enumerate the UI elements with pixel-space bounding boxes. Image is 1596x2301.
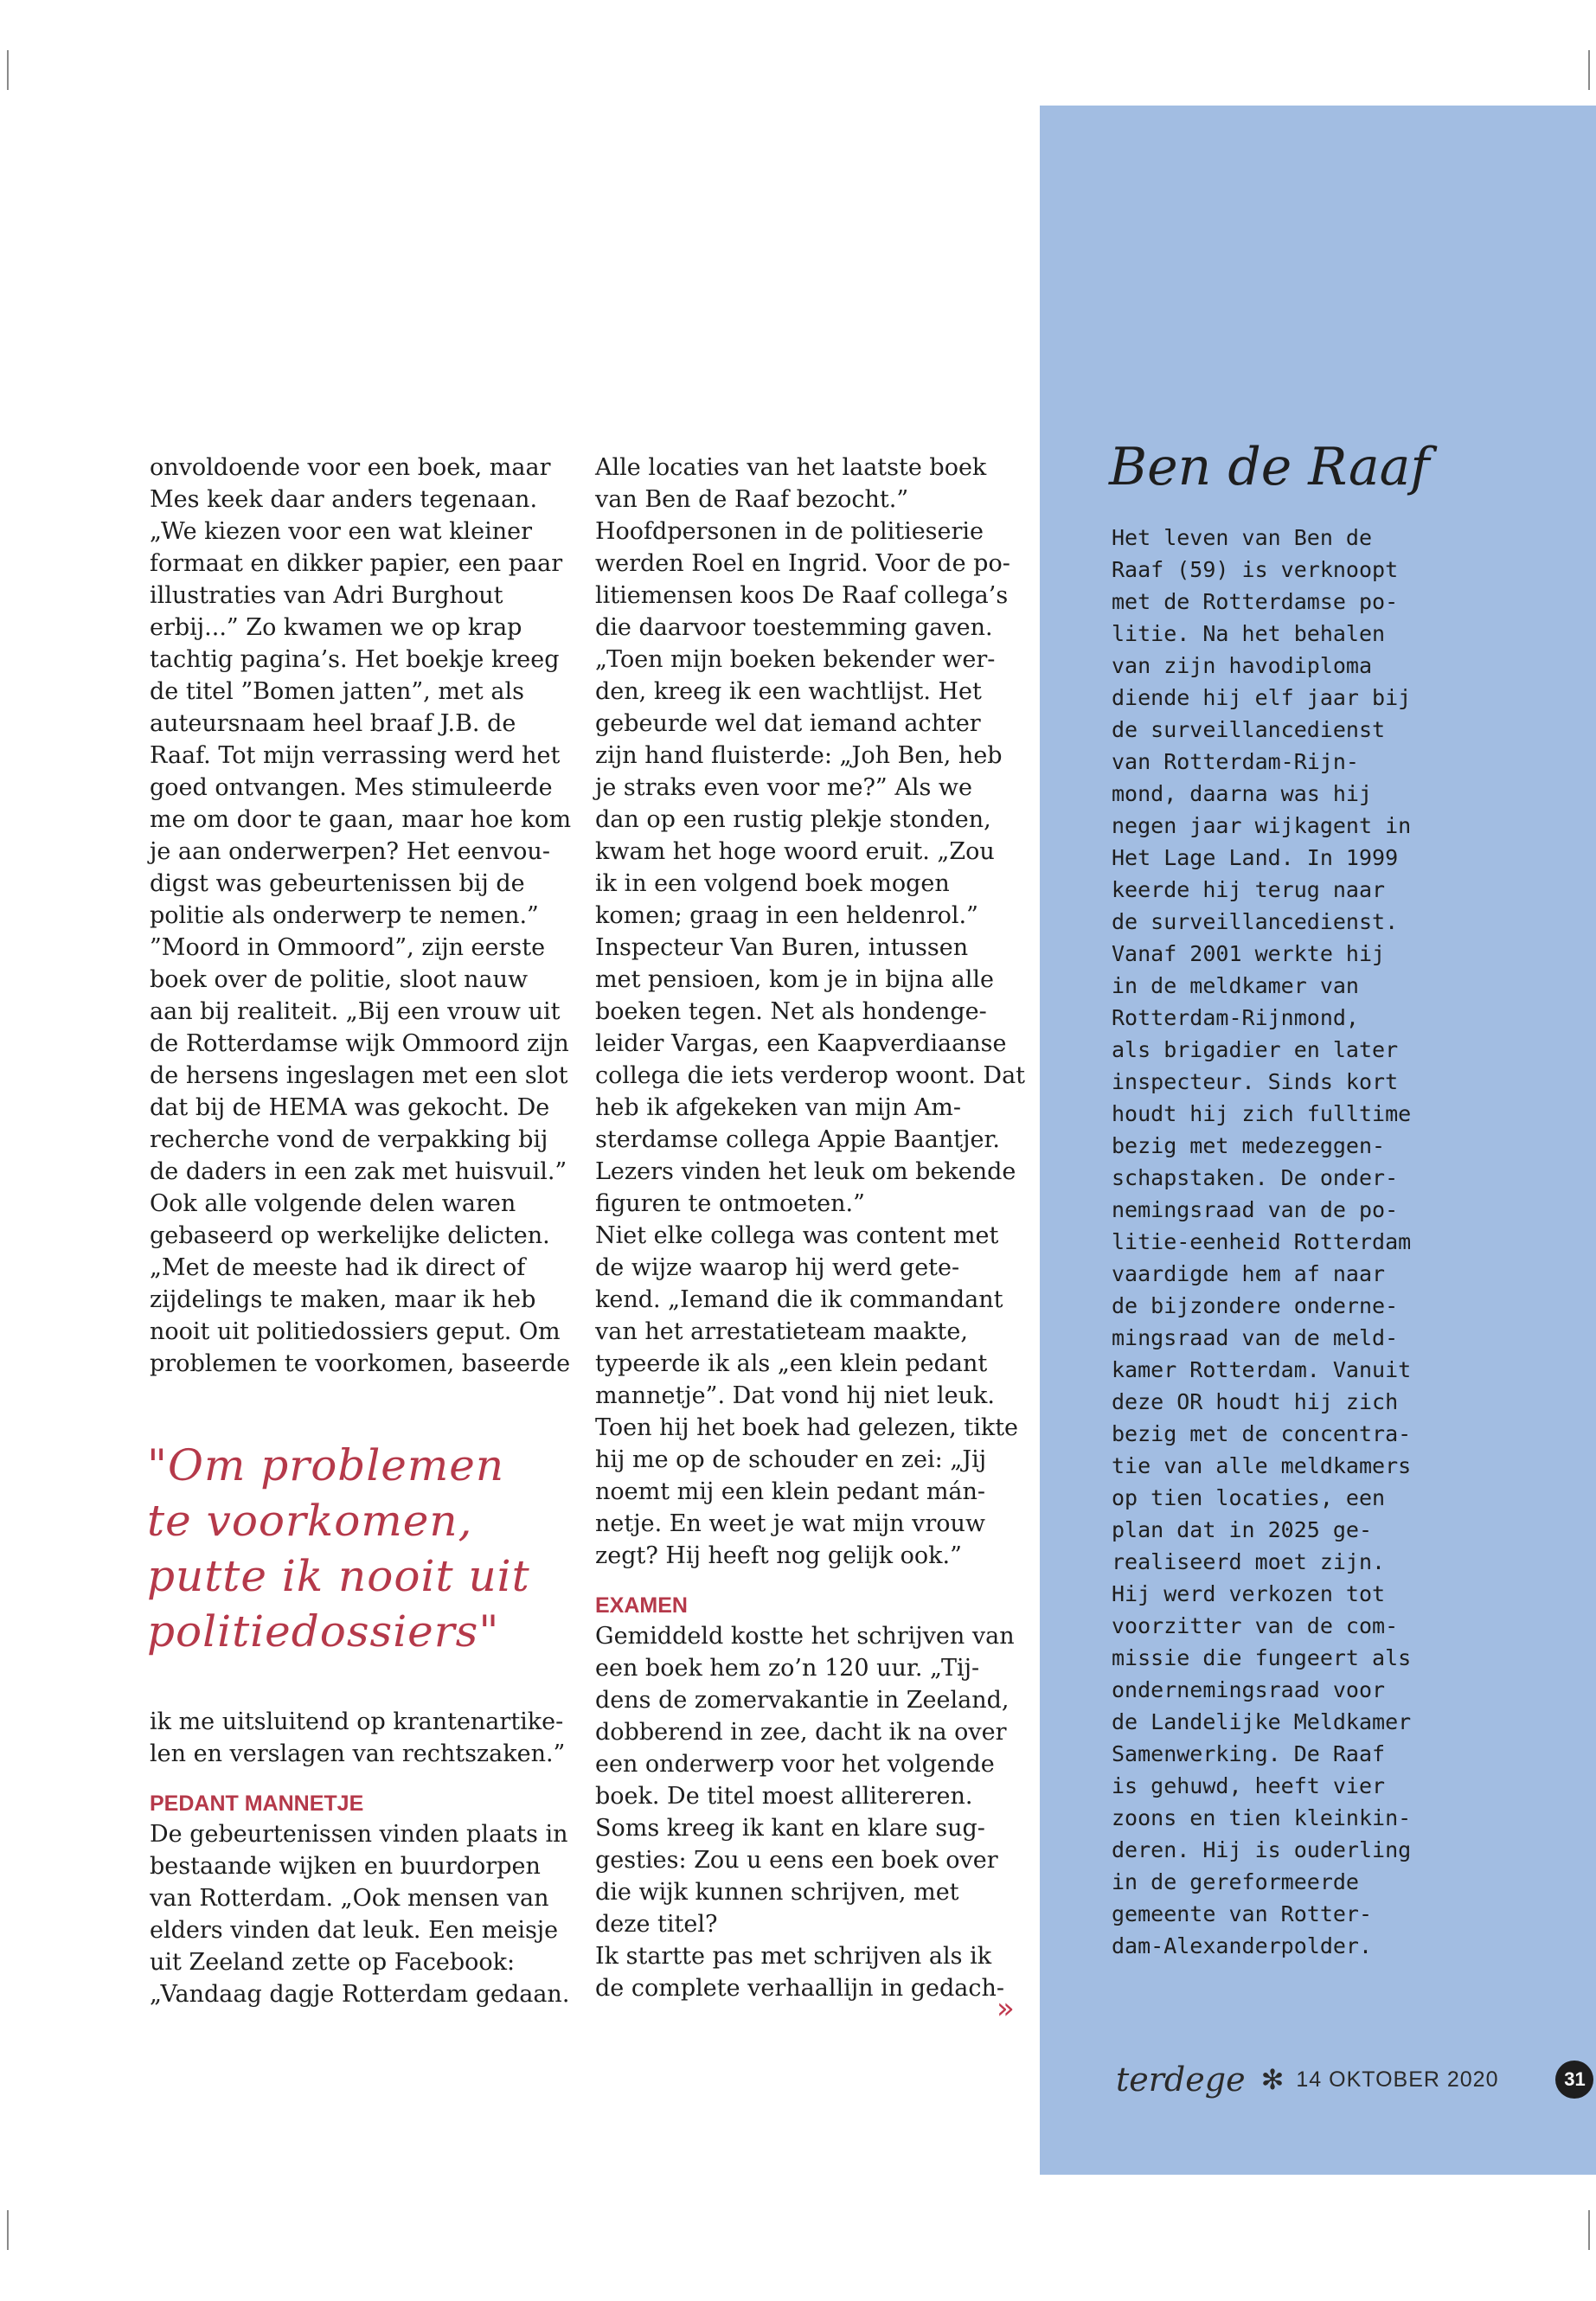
body-text-line: Lezers vinden het leuk om bekende [595,1158,1016,1185]
sidebar-text-line: als brigadier en later [1112,1037,1399,1062]
body-text-line: nooit uit politiedossiers geput. Om [150,1318,561,1345]
body-text-line: gebaseerd op werkelijke delicten. [150,1222,550,1249]
sidebar-text-line: inspecteur. Sinds kort [1112,1069,1399,1094]
body-text-line: Niet elke collega was content met [595,1222,999,1249]
body-text-line: dens de zomervakantie in Zeeland, [595,1687,1010,1714]
sidebar-text-line: dam-Alexanderpolder. [1112,1933,1373,1958]
pull-quote-line: putte ik nooit uit [147,1551,530,1601]
sidebar-title: Ben de Raaf [1109,437,1430,497]
sidebar-text-line: schapstaken. De onder- [1112,1165,1399,1190]
body-text-line: hij me op de schouder en zei: „Jij [595,1446,987,1473]
body-text-line: leider Vargas, een Kaapverdiaanse [595,1030,1007,1057]
sidebar-text-line: de Landelijke Meldkamer [1112,1709,1412,1734]
body-text-line: die daarvoor toestemming gaven. [595,614,993,641]
sidebar-text-line: in de meldkamer van [1112,973,1359,998]
body-text-line: van Ben de Raaf bezocht.” [595,486,909,513]
body-text-line: Hoofdpersonen in de politieserie [595,518,984,545]
body-text-line: je straks even voor me?” Als we [595,774,972,801]
sidebar-text-line: met de Rotterdamse po- [1112,589,1399,614]
body-text-line: de hersens ingeslagen met een slot [150,1062,568,1089]
body-text-line: dobberend in zee, dacht ik na over [595,1719,1007,1746]
body-text-line: dat bij de HEMA was gekocht. De [150,1094,550,1121]
sidebar-text-line: gemeente van Rotter- [1112,1901,1373,1926]
sidebar-text-line: bezig met de concentra- [1112,1421,1412,1446]
sidebar-text-line: litie. Na het behalen [1112,621,1386,646]
issue-date: 14 OKTOBER 2020 [1296,2067,1499,2092]
sidebar-text-line: bezig met medezeggen- [1112,1133,1386,1158]
body-text-line: gesties: Zou u eens een boek over [595,1847,998,1874]
body-text-line: problemen te voorkomen, baseerde [150,1350,571,1377]
body-text-line: Gemiddeld kostte het schrijven van [595,1623,1015,1650]
article-column-2 [595,452,1026,2004]
crop-mark-bottom-right [1588,2210,1590,2250]
sidebar-text-line: plan dat in 2025 ge- [1112,1517,1373,1542]
body-text-line: boek over de politie, sloot nauw [150,966,529,993]
body-text-line: dan op een rustig plekje stonden, [595,806,991,833]
sidebar-text-line: kamer Rotterdam. Vanuit [1112,1357,1412,1382]
pull-quote [147,1438,571,1659]
sidebar-text-line: van Rotterdam-Rijn- [1112,749,1359,774]
asterisk-icon: ✻ [1260,2063,1285,2096]
body-text-line: de complete verhaallijn in gedach- [595,1975,1004,2002]
body-text-line: me om door te gaan, maar hoe kom [150,806,572,833]
body-text-line: gebeurde wel dat iemand achter [595,710,981,737]
sidebar-text-line: Het leven van Ben de [1112,525,1373,550]
sidebar-text-line: Hij werd verkozen tot [1112,1581,1386,1606]
crop-mark-top-left [7,50,9,90]
body-text-line: met pensioen, kom je in bijna alle [595,966,994,993]
sidebar-text-line: deze OR houdt hij zich [1112,1389,1399,1414]
body-text-line: ik in een volgend boek mogen [595,870,950,897]
body-text-line: bestaande wijken en buurdorpen [150,1853,541,1880]
body-text-line: mannetje”. Dat vond hij niet leuk. [595,1382,995,1409]
body-text-line: boeken tegen. Net als hondenge- [595,998,987,1025]
body-text-line: van het arrestatieteam maakte, [595,1318,968,1345]
body-text-line: goed ontvangen. Mes stimuleerde [150,774,553,801]
body-text-line: zijn hand fluisterde: „Joh Ben, heb [595,742,1003,769]
body-text-line: deze titel? [595,1911,718,1938]
body-text-line: van Rotterdam. „Ook mensen van [150,1885,549,1912]
body-text-line: den, kreeg ik een wachtlijst. Het [595,678,982,705]
body-text-line: Raaf. Tot mijn verrassing werd het [150,742,561,769]
body-text-line: elders vinden dat leuk. Een meisje [150,1917,559,1944]
body-text-line: de daders in een zak met huisvuil.” [150,1158,567,1185]
sidebar-text-line: realiseerd moet zijn. [1112,1549,1386,1574]
body-text-line: erbij...” Zo kwamen we op krap [150,614,522,641]
page-number-badge: 31 [1555,2061,1593,2099]
subhead-pedant-mannetje: PEDANT MANNETJE [150,1791,364,1816]
sidebar-text-line: van zijn havodiploma [1112,653,1373,678]
body-text-line: De gebeurtenissen vinden plaats in [150,1821,568,1848]
body-text-line: een onderwerp voor het volgende [595,1751,995,1778]
body-text-line: Alle locaties van het laatste boek [595,454,987,481]
body-text-line: „Met de meeste had ik direct of [150,1254,526,1281]
body-text-line: onvoldoende voor een boek, maar [150,454,551,481]
sidebar-text-line: nemingsraad van de po- [1112,1197,1399,1222]
body-text-line: Inspecteur Van Buren, intussen [595,934,969,961]
body-text-line: Ik startte pas met schrijven als ik [595,1943,992,1970]
body-text-line: noemt mij een klein pedant mán- [595,1478,986,1505]
body-text-line: werden Roel en Ingrid. Voor de po- [595,550,1010,577]
body-text-line: Mes keek daar anders tegenaan. [150,486,538,513]
body-text-line: „Vandaag dagje Rotterdam gedaan. [150,1981,570,2008]
sidebar-text-line: is gehuwd, heeft vier [1112,1773,1386,1798]
body-text-line: komen; graag in een heldenrol.” [595,902,978,929]
sidebar-text-line: de surveillancedienst. [1112,909,1399,934]
sidebar-text-line: vaardigde hem af naar [1112,1261,1386,1286]
body-text-line: digst was gebeurtenissen bij de [150,870,525,897]
body-text-line: sterdamse collega Appie Baantjer. [595,1126,1000,1153]
body-text-line: kwam het hoge woord eruit. „Zou [595,838,995,865]
pull-quote-line: te voorkomen, [147,1496,473,1546]
body-text-line: je aan onderwerpen? Het eenvou- [150,838,550,865]
body-text-line: „We kiezen voor een wat kleiner [150,518,532,545]
sidebar-text-line: keerde hij terug naar [1112,877,1386,902]
body-text-line: typeerde ik als „een klein pedant [595,1350,988,1377]
body-text-line: boek. De titel moest allitereren. [595,1783,973,1810]
sidebar-text-line: deren. Hij is ouderling [1112,1837,1412,1862]
sidebar-text-line: op tien locaties, een [1112,1485,1386,1510]
body-text-line: Ook alle volgende delen waren [150,1190,516,1217]
crop-mark-top-right [1588,50,1590,90]
pull-quote-line: "Om problemen [147,1440,505,1490]
body-text-line: aan bij realiteit. „Bij een vrouw uit [150,998,561,1025]
sidebar-text-line: voorzitter van de com- [1112,1613,1399,1638]
body-text-line: uit Zeeland zette op Facebook: [150,1949,516,1976]
body-text-line: ”Moord in Ommoord”, zijn eerste [150,934,546,961]
sidebar-text-line: houdt hij zich fulltime [1112,1101,1412,1126]
sidebar-bio-text [1112,522,1411,1962]
sidebar-text-line: Raaf (59) is verknoopt [1112,557,1399,582]
sidebar-text-line: negen jaar wijkagent in [1112,813,1412,838]
sidebar-text-line: tie van alle meldkamers [1112,1453,1412,1478]
body-text-line: litiemensen koos De Raaf collega’s [595,582,1009,609]
body-text-line: len en verslagen van rechtszaken.” [150,1740,566,1767]
body-text-line: formaat en dikker papier, een paar [150,550,563,577]
body-text-line: figuren te ontmoeten.” [595,1190,865,1217]
body-text-line: een boek hem zo’n 120 uur. „Tij- [595,1655,980,1682]
body-text-line: Toen hij het boek had gelezen, tikte [595,1414,1019,1441]
sidebar-text-line: Samenwerking. De Raaf [1112,1741,1386,1766]
body-text-line: kend. „Iemand die ik commandant [595,1286,1003,1313]
sidebar-text-line: Het Lage Land. In 1999 [1112,845,1399,870]
body-text-line: die wijk kunnen schrijven, met [595,1879,959,1906]
sidebar-text-line: litie-eenheid Rotterdam [1112,1229,1412,1254]
body-text-line: „Toen mijn boeken bekender wer- [595,646,996,673]
sidebar-text-line: de surveillancedienst [1112,717,1386,742]
body-text-line: de titel ”Bomen jatten”, met als [150,678,524,705]
body-text-line: recherche vond de verpakking bij [150,1126,548,1153]
sidebar-text-line: de bijzondere onderne- [1112,1293,1399,1318]
magazine-logo: terdege [1116,2061,1246,2099]
sidebar-text-line: mond, daarna was hij [1112,781,1373,806]
body-text-line: collega die iets verderop woont. Dat [595,1062,1026,1089]
body-text-line: ik me uitsluitend op krantenartike- [150,1708,564,1735]
body-text-line: zegt? Hij heeft nog gelijk ook.” [595,1542,962,1569]
body-text-line: netje. En weet je wat mijn vrouw [595,1510,985,1537]
continue-arrow-icon: » [997,1991,1015,2026]
article-column-1-continued [150,1706,570,2010]
sidebar-text-line: ondernemingsraad voor [1112,1677,1386,1702]
body-text-line: tachtig pagina’s. Het boekje kreeg [150,646,560,673]
body-text-line: zijdelings te maken, maar ik heb [150,1286,536,1313]
page-footer [1116,2061,1593,2099]
subhead-examen: EXAMEN [595,1593,688,1618]
sidebar-text-line: missie die fungeert als [1112,1645,1412,1670]
article-column-1 [150,452,572,1380]
sidebar-text-line: mingsraad van de meld- [1112,1325,1399,1350]
body-text-line: Soms kreeg ik kant en klare sug- [595,1815,985,1842]
body-text-line: de wijze waarop hij werd gete- [595,1254,960,1281]
body-text-line: illustraties van Adri Burghout [150,582,503,609]
sidebar-text-line: in de gereformeerde [1112,1869,1359,1894]
body-text-line: auteursnaam heel braaf J.B. de [150,710,516,737]
pull-quote-line: politiedossiers" [147,1606,500,1657]
body-text-line: heb ik afgekeken van mijn Am- [595,1094,961,1121]
crop-mark-bottom-left [7,2210,9,2250]
sidebar-text-line: Vanaf 2001 werkte hij [1112,941,1386,966]
body-text-line: politie als onderwerp te nemen.” [150,902,539,929]
sidebar-text-line: Rotterdam-Rijnmond, [1112,1005,1359,1030]
sidebar-text-line: zoons en tien kleinkin- [1112,1805,1412,1830]
body-text-line: de Rotterdamse wijk Ommoord zijn [150,1030,569,1057]
sidebar-text-line: diende hij elf jaar bij [1112,685,1412,710]
